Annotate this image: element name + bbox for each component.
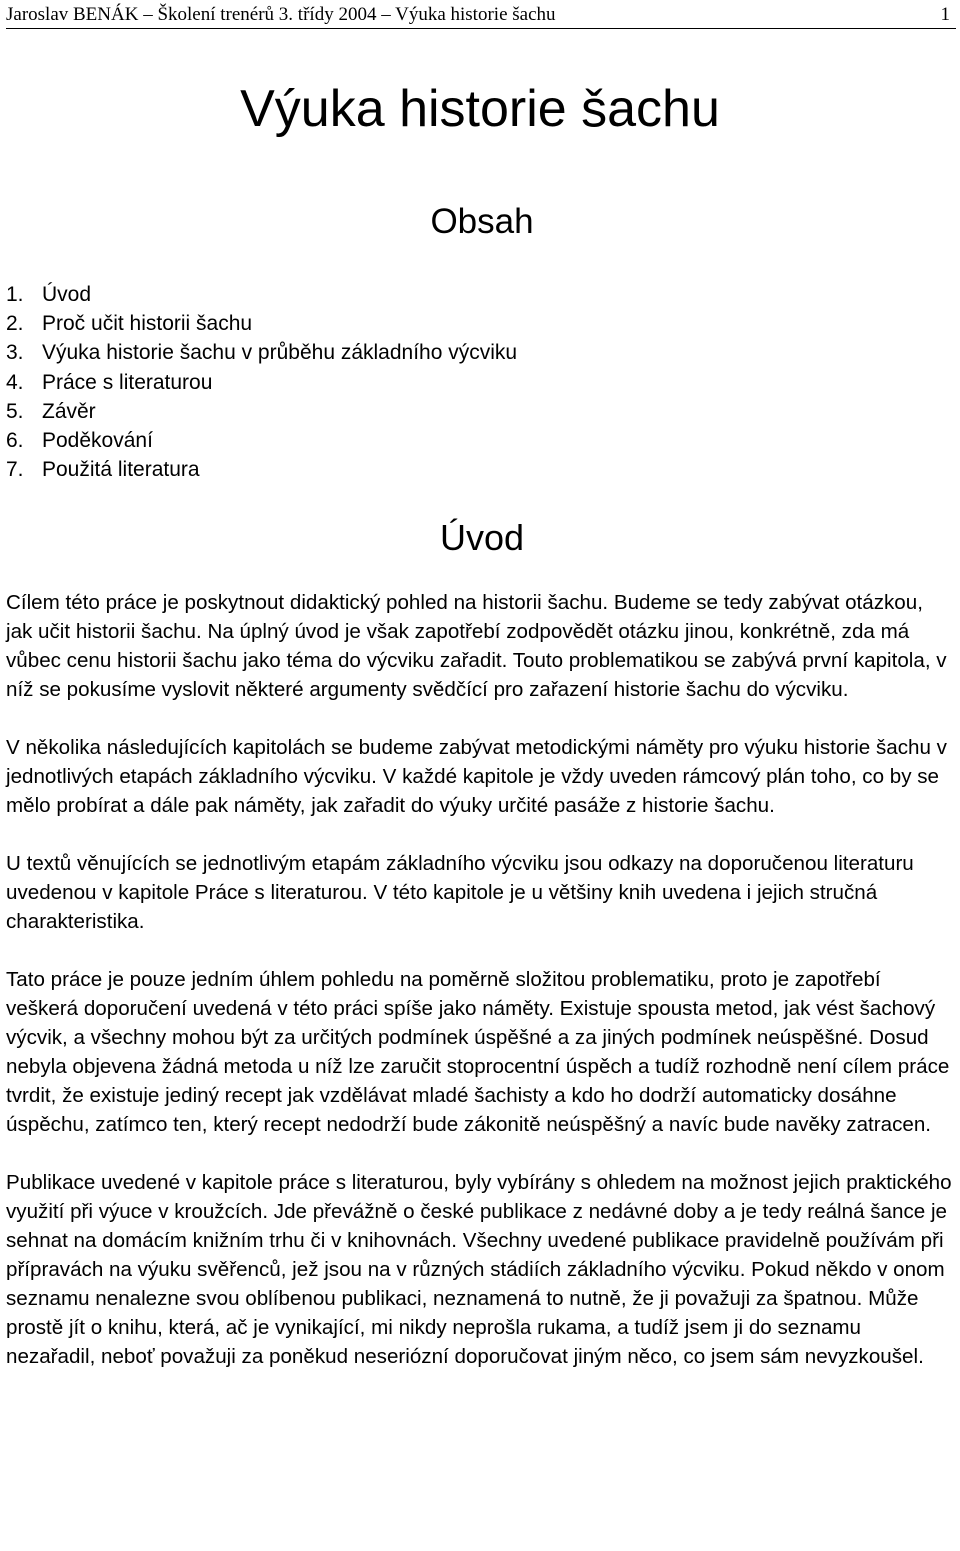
table-of-contents	[6, 280, 517, 484]
toc-item	[6, 280, 517, 309]
toc-item-number: 1.	[6, 283, 24, 306]
paragraph: U textů věnujících se jednotlivým etapám základního výcviku jsou odkazy na doporučenou literaturu uvedenou v kapitole Práce s literaturou. V této kapitole je u většiny knih uvedena i jejich stručná charakteristika.	[6, 852, 914, 933]
toc-item-label: Práce s literaturou	[42, 370, 213, 394]
toc-item	[6, 426, 517, 455]
section-heading: Úvod	[439, 517, 525, 558]
page-number: 1	[940, 4, 950, 25]
toc-item	[6, 397, 517, 426]
document-title: Výuka historie šachu	[240, 80, 720, 138]
toc-item	[6, 368, 517, 397]
paragraph: Tato práce je pouze jedním úhlem pohledu na poměrně složitou problematiku, proto je zapotřebí veškerá doporučení uvedená v této práci spíše jako náměty. Existuje spousta metod, jak vést šachový výcvik, a všechny mohou být za určitých podmínek úspěšné a za jiných podmínek neúspěšné. Dosud nebyla objevena žádná metoda u níž lze zaručit stoprocentní úspěch a tudíž rozhodně není cílem práce tvrdit, že existuje jediný recept jak vzdělávat mladé šachisty a kdo ho dodrží automaticky dosáhne úspěchu, zatímco ten, který recept nedodrží bude zákonitě neúspěšný a navíc bude navěky zatracen.	[6, 968, 950, 1136]
toc-item-number: 7.	[6, 458, 24, 482]
toc-item	[6, 338, 517, 367]
toc-item-label: Proč učit historii šachu	[42, 312, 253, 336]
toc-item-label: Použitá literatura	[42, 458, 200, 482]
toc-item-label: Poděkování	[42, 429, 153, 453]
paragraph: V několika následujících kapitolách se budeme zabývat metodickými náměty pro výuku historie šachu v jednotlivých etapách základního výcviku. V každé kapitole je vždy uveden rámcový plán toho, co by se mělo probírat a dále pak náměty, jak zařadit do výuky určité pasáže z historie šachu.	[6, 736, 947, 817]
toc-item-label: Závěr	[42, 399, 96, 423]
toc-item-number: 2.	[6, 312, 24, 336]
toc-item-number: 4.	[6, 370, 24, 394]
toc-item-label: Výuka historie šachu v průběhu základního výcviku	[42, 341, 518, 365]
toc-item-number: 3.	[6, 341, 24, 365]
header-text: Jaroslav BENÁK – Školení trenérů 3. třídy 2004 – Výuka historie šachu	[6, 4, 556, 25]
toc-item-number: 5.	[6, 399, 24, 423]
running-header	[6, 2, 956, 29]
paragraph: Publikace uvedené v kapitole práce s literaturou, byly vybírány s ohledem na možnost jejich praktického využití při výuce v kroužcích. Jde převážně o české publikace z nedávné doby a je tedy reálná šance je sehnat na domácím knižním trhu či v knihovnách. Všechny uvedené publikace pravidelně používám při přípravách na výuku svěřenců, jež jsou na v různých stádiích základního výcviku. Pokud někdo v onom seznamu nenalezne svou oblíbenou publikaci, neznamená to nutně, že ji považuji za špatnou. Může prostě jít o knihu, která, ač je vynikající, mi nikdy neprošla rukama, a tudíž jsem ji do seznamu nezařadil, neboť považuji za poněkud neseriózní doporučovat jiným něco, co jsem sám nevyzkoušel.	[6, 1171, 952, 1368]
toc-item-number: 6.	[6, 429, 24, 453]
toc-item-label: Úvod	[42, 283, 92, 306]
toc-item	[6, 455, 517, 484]
toc-item	[6, 309, 517, 338]
toc-heading: Obsah	[430, 202, 534, 241]
paragraph: Cílem této práce je poskytnout didaktický pohled na historii šachu. Budeme se tedy zabývat otázkou, jak učit historii šachu. Na úplný úvod je však zapotřebí zodpovědět otázku jinou, konkrétně, zda má vůbec cenu historii šachu jako téma do výcviku zařadit. Touto problematikou se zabývá první kapitola, v níž se pokusíme vyslovit některé argumenty svědčící pro zařazení historie šachu do výcviku.	[6, 591, 947, 701]
section-body	[6, 588, 954, 1400]
